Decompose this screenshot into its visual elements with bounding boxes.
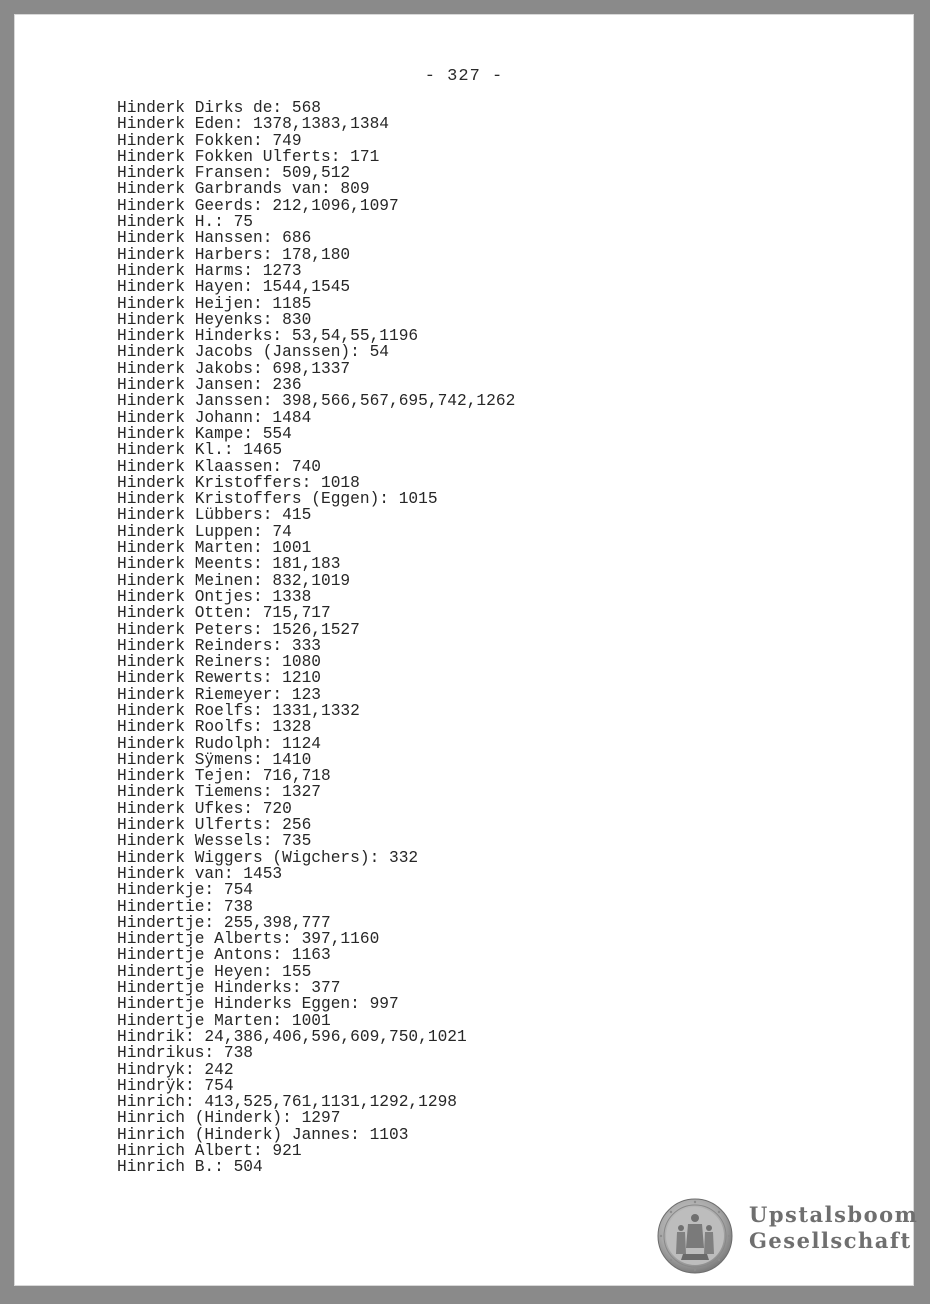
index-entry: Hindertje Heyen: 155	[117, 962, 312, 981]
index-entry: Hinderk Fokken: 749	[117, 131, 302, 150]
index-entry: Hinderk Janssen: 398,566,567,695,742,1262	[117, 392, 516, 411]
index-entry: Hinderk van: 1453	[117, 864, 283, 883]
index-entry: Hinderk Fransen: 509,512	[117, 164, 351, 183]
index-entry: Hinrich (Hinderk) Jannes: 1103	[117, 1125, 409, 1144]
index-entry: Hinderkje: 754	[117, 881, 253, 900]
index-entry: Hinderk Meinen: 832,1019	[117, 571, 351, 590]
index-entry: Hindertje Alberts: 397,1160	[117, 930, 380, 949]
index-entry: Hindrÿk: 754	[117, 1076, 234, 1095]
seal-icon	[657, 1198, 733, 1274]
index-entry: Hinderk Ulferts: 256	[117, 816, 312, 835]
index-entry: Hinderk Heyenks: 830	[117, 310, 312, 329]
index-entry: Hindertje Hinderks Eggen: 997	[117, 995, 399, 1014]
index-entry: Hinrich Albert: 921	[117, 1142, 302, 1160]
index-entry: Hindryk: 242	[117, 1060, 234, 1079]
index-entry: Hinderk H.: 75	[117, 213, 253, 232]
index-entry: Hinderk Roelfs: 1331,1332	[117, 701, 360, 720]
index-entry: Hinderk Jansen: 236	[117, 376, 302, 395]
index-entry: Hinderk Kristoffers (Eggen): 1015	[117, 490, 438, 509]
index-entry: Hinderk Meents: 181,183	[117, 555, 341, 574]
index-entry: Hinderk Rewerts: 1210	[117, 669, 321, 688]
index-entry: Hinderk Kristoffers: 1018	[117, 473, 360, 492]
index-entry: Hinderk Garbrands van: 809	[117, 180, 370, 199]
index-list	[117, 100, 515, 1176]
index-entry: Hinderk Otten: 715,717	[117, 604, 331, 623]
index-entry: Hinderk Hinderks: 53,54,55,1196	[117, 327, 419, 346]
index-entry: Hinderk Reinders: 333	[117, 636, 321, 655]
index-entry: Hinderk Marten: 1001	[117, 539, 312, 558]
index-entry: Hinderk Ufkes: 720	[117, 799, 292, 818]
index-entry: Hinderk Wiggers (Wigchers): 332	[117, 848, 419, 867]
index-entry: Hindrikus: 738	[117, 1044, 253, 1063]
index-entry: Hinrich: 413,525,761,1131,1292,1298	[117, 1093, 457, 1112]
logo-text	[749, 1202, 918, 1254]
index-entry: Hinderk Luppen: 74	[117, 522, 292, 541]
index-entry: Hinderk Jacobs (Janssen): 54	[117, 343, 389, 362]
index-entry: Hinderk Hanssen: 686	[117, 229, 312, 248]
upstalsboom-logo	[657, 1198, 919, 1278]
index-entry: Hinderk Geerds: 212,1096,1097	[117, 196, 399, 215]
index-entry: Hinderk Kl.: 1465	[117, 441, 283, 460]
page-number: - 327 -	[424, 67, 504, 86]
logo-line-1: Upstalsboom	[749, 1202, 919, 1227]
index-entry: Hinderk Ontjes: 1338	[117, 587, 312, 606]
document-page	[14, 14, 919, 1286]
index-entry: Hinderk Lübbers: 415	[117, 506, 312, 525]
index-entry: Hinderk Sÿmens: 1410	[117, 750, 312, 769]
index-entry: Hinderk Eden: 1378,1383,1384	[117, 115, 389, 134]
index-entry: Hinderk Heijen: 1185	[117, 294, 312, 313]
index-entry: Hinderk Wessels: 735	[117, 832, 312, 851]
index-entry: Hinderk Kampe: 554	[117, 424, 292, 443]
index-entry: Hinderk Roolfs: 1328	[117, 718, 312, 737]
index-entry: Hindertje Antons: 1163	[117, 946, 331, 965]
logo-line-2: Gesellschaft	[749, 1228, 912, 1253]
index-entry: Hinderk Harms: 1273	[117, 261, 302, 280]
index-entry: Hinderk Fokken Ulferts: 171	[117, 147, 380, 166]
index-entry: Hinrich B.: 504	[117, 1158, 263, 1177]
index-entry: Hinderk Rudolph: 1124	[117, 734, 321, 753]
index-entry: Hinderk Hayen: 1544,1545	[117, 278, 351, 297]
index-entry: Hinderk Jakobs: 698,1337	[117, 359, 351, 378]
index-entry: Hindertje Marten: 1001	[117, 1011, 331, 1030]
index-entry: Hinderk Klaassen: 740	[117, 457, 321, 476]
index-entry: Hinderk Peters: 1526,1527	[117, 620, 360, 639]
index-entry: Hinrich (Hinderk): 1297	[117, 1109, 341, 1128]
index-entry: Hinderk Dirks de: 568	[117, 99, 321, 117]
index-entry: Hinderk Reiners: 1080	[117, 653, 321, 672]
index-entry: Hinderk Tejen: 716,718	[117, 767, 331, 786]
index-entry: Hinderk Harbers: 178,180	[117, 245, 351, 264]
index-entry: Hindertje: 255,398,777	[117, 913, 331, 932]
index-entry: Hindrik: 24,386,406,596,609,750,1021	[117, 1027, 467, 1046]
index-entry: Hinderk Tiemens: 1327	[117, 783, 321, 802]
index-entry: Hinderk Johann: 1484	[117, 408, 312, 427]
index-entry: Hinderk Riemeyer: 123	[117, 685, 321, 704]
index-entry: Hindertje Hinderks: 377	[117, 979, 341, 998]
index-entry: Hindertie: 738	[117, 897, 253, 916]
